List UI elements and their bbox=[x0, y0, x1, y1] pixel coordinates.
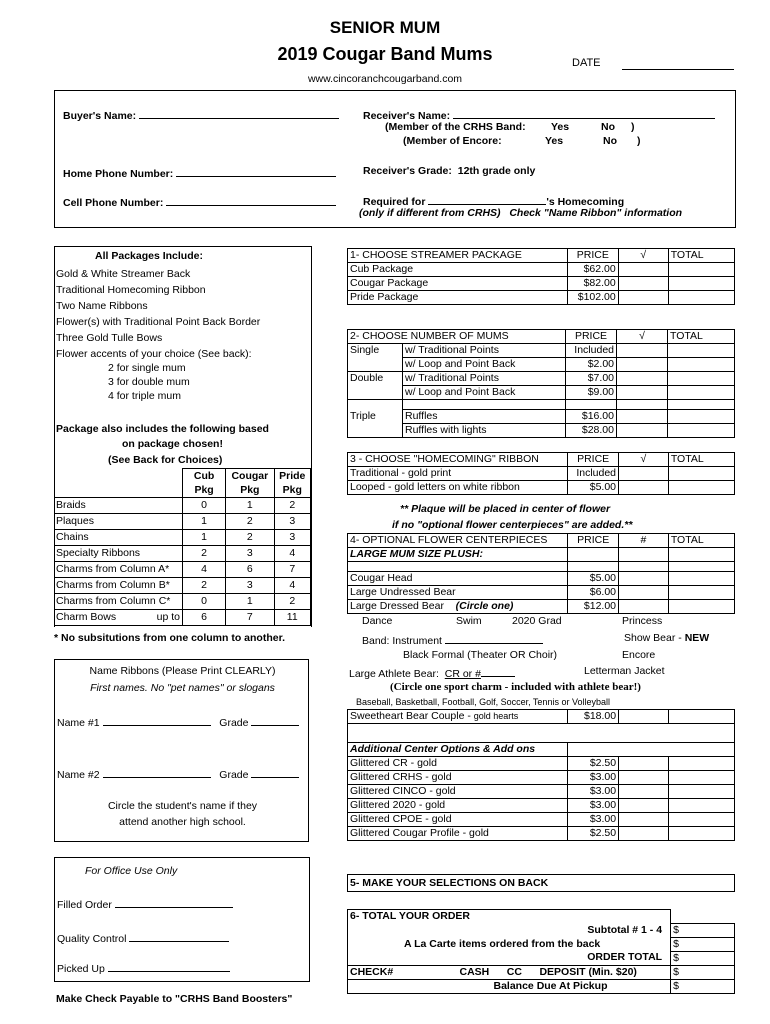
band-no-option[interactable]: No bbox=[601, 121, 615, 133]
total-cell[interactable] bbox=[668, 277, 734, 291]
grade1-field[interactable] bbox=[251, 714, 299, 726]
order-total-table bbox=[347, 909, 735, 994]
encore-no-option[interactable]: No bbox=[603, 135, 617, 147]
show-bear-option[interactable]: Show Bear - NEW bbox=[624, 632, 710, 644]
circle-note: Circle the student's name if they attend another high school. bbox=[107, 800, 258, 828]
quality-control-row[interactable]: Quality Control bbox=[57, 930, 229, 945]
athlete-number-field[interactable] bbox=[481, 665, 515, 677]
flower-centerpieces-table bbox=[347, 533, 735, 614]
princess-option[interactable]: Princess bbox=[622, 615, 663, 627]
buyer-name-label: Buyer's Name: bbox=[63, 110, 137, 122]
table-row[interactable]: Sweetheart Bear Couple - gold hearts $18.00 bbox=[348, 710, 735, 724]
table-row[interactable]: Large Undressed Bear $6.00 bbox=[348, 586, 735, 600]
band-yes-option[interactable]: Yes bbox=[551, 121, 570, 133]
table-row[interactable]: Cub Package $62.00 bbox=[348, 263, 735, 277]
balance-field[interactable]: $ bbox=[671, 979, 735, 993]
table-row: Charm Bows up to 6 7 11 bbox=[54, 610, 311, 626]
receiver-grade-row bbox=[363, 165, 535, 177]
home-phone-field[interactable] bbox=[176, 165, 336, 177]
table-header-row bbox=[54, 469, 311, 498]
buyer-name-field[interactable] bbox=[139, 107, 339, 119]
count-cell[interactable] bbox=[619, 757, 669, 771]
total-cell[interactable] bbox=[668, 424, 735, 438]
required-for-field[interactable] bbox=[428, 193, 546, 205]
required-for-label: Required for bbox=[363, 196, 426, 208]
plaque-note-2: if no "optional flower centerpieces" are added.** bbox=[392, 519, 633, 531]
member-encore-label: (Member of Encore: bbox=[403, 135, 502, 147]
section5-box bbox=[347, 874, 735, 892]
table-row[interactable]: Cougar Head $5.00 bbox=[348, 572, 735, 586]
table-header-row: 3 - CHOOSE "HOMECOMING" RIBBON PRICE √ TOTAL bbox=[348, 453, 735, 467]
package-item: Two Name Ribbons bbox=[56, 300, 148, 312]
count-cell[interactable] bbox=[619, 827, 669, 841]
deposit-field[interactable]: $ bbox=[671, 965, 735, 979]
table-row: Charms from Column B* 2 3 4 bbox=[54, 578, 311, 594]
band-close-paren: ) bbox=[631, 121, 635, 133]
package-item: Traditional Homecoming Ribbon bbox=[56, 284, 206, 296]
accent-item: 2 for single mum bbox=[108, 362, 186, 374]
total-cell[interactable] bbox=[669, 799, 735, 813]
table-row[interactable]: Double w/ Traditional Points $7.00 bbox=[348, 372, 735, 386]
substitution-note: * No subsitutions from one column to another. bbox=[54, 632, 286, 644]
filled-order-field[interactable] bbox=[115, 896, 233, 908]
count-cell[interactable] bbox=[619, 799, 669, 813]
table-row[interactable]: Glittered 2020 - gold $3.00 bbox=[348, 799, 735, 813]
buyer-info-box bbox=[54, 90, 736, 228]
count-cell[interactable] bbox=[619, 572, 669, 586]
receiver-name-row[interactable] bbox=[363, 107, 715, 122]
packages-list bbox=[56, 266, 260, 362]
table-row[interactable]: Single w/ Traditional Points Included bbox=[348, 344, 735, 358]
table-row[interactable]: Traditional - gold print Included bbox=[348, 467, 735, 481]
total-cell[interactable] bbox=[669, 785, 735, 799]
swim-option[interactable]: Swim bbox=[456, 615, 482, 627]
payment-methods[interactable]: CASH CC DEPOSIT (Min. $20) bbox=[450, 965, 671, 979]
table-row: Braids 0 1 2 bbox=[54, 498, 311, 514]
check-cell[interactable] bbox=[617, 344, 668, 358]
filled-order-row[interactable]: Filled Order bbox=[57, 896, 233, 911]
only-if-note: (only if different from CRHS) Check "Name Ribbon" information bbox=[359, 207, 683, 219]
count-cell[interactable] bbox=[619, 586, 669, 600]
office-heading: For Office Use Only bbox=[85, 865, 178, 877]
table-row[interactable]: Ruffles with lights $28.00 bbox=[348, 424, 735, 438]
grade2-field[interactable] bbox=[251, 766, 299, 778]
band-instrument-option[interactable]: Band: Instrument bbox=[362, 632, 543, 647]
check-number-label[interactable]: CHECK# bbox=[348, 965, 450, 979]
encore-yes-option[interactable]: Yes bbox=[545, 135, 564, 147]
name-ribbons-box bbox=[54, 659, 309, 842]
page-subtitle: 2019 Cougar Band Mums bbox=[277, 44, 493, 64]
col-header-pride: Pride Pkg bbox=[274, 469, 311, 498]
count-cell[interactable] bbox=[619, 785, 669, 799]
home-phone-label: Home Phone Number: bbox=[63, 168, 174, 180]
table-header-row: 2- CHOOSE NUMBER OF MUMS PRICE √ TOTAL bbox=[348, 330, 735, 344]
table-row[interactable]: Large Dressed Bear (Circle one) $12.00 bbox=[348, 600, 735, 614]
table-row: ORDER TOTAL $ bbox=[348, 951, 735, 965]
total-cell[interactable] bbox=[669, 757, 735, 771]
table-row: A La Carte items ordered from the back $ bbox=[348, 937, 735, 951]
name1-field[interactable] bbox=[103, 714, 211, 726]
table-row[interactable]: Glittered CPOE - gold $3.00 bbox=[348, 813, 735, 827]
total-cell[interactable] bbox=[668, 572, 734, 586]
package-item: Gold & White Streamer Back bbox=[56, 268, 191, 280]
table-row[interactable]: w/ Loop and Point Back $9.00 bbox=[348, 386, 735, 400]
total-cell[interactable] bbox=[668, 386, 735, 400]
check-cell[interactable] bbox=[618, 291, 668, 305]
total-cell[interactable] bbox=[668, 372, 735, 386]
table-row bbox=[348, 400, 735, 410]
letterman-option[interactable]: Letterman Jacket bbox=[584, 665, 665, 677]
table-row[interactable]: w/ Loop and Point Back $2.00 bbox=[348, 358, 735, 372]
package-item: Three Gold Tulle Bows bbox=[56, 332, 163, 344]
accent-item: 3 for double mum bbox=[108, 376, 190, 388]
table-header-row: 6- TOTAL YOUR ORDER bbox=[348, 910, 735, 924]
table-row[interactable]: Glittered Cougar Profile - gold $2.50 bbox=[348, 827, 735, 841]
table-row: Additional Center Options & Add ons bbox=[348, 743, 735, 757]
name-ribbons-heading: Name Ribbons (Please Print CLEARLY) bbox=[89, 665, 276, 677]
table-header-row: 1- CHOOSE STREAMER PACKAGE PRICE √ TOTAL bbox=[348, 249, 735, 263]
required-for-row[interactable] bbox=[363, 193, 624, 208]
alacarte-field[interactable]: $ bbox=[671, 937, 735, 951]
table-row[interactable]: Cougar Package $82.00 bbox=[348, 277, 735, 291]
cell-phone-row[interactable] bbox=[63, 194, 336, 209]
homecoming-label: 's Homecoming bbox=[546, 196, 625, 208]
col-header-cougar: Cougar Pkg bbox=[226, 469, 274, 498]
total-cell[interactable] bbox=[668, 358, 735, 372]
table-row: Plaques 1 2 3 bbox=[54, 514, 311, 530]
table-row: Charms from Column C* 0 1 2 bbox=[54, 594, 311, 610]
check-cell[interactable] bbox=[619, 481, 669, 495]
table-row: Subtotal # 1 - 4 $ bbox=[348, 923, 735, 937]
receiver-grade-value: 12th grade only bbox=[457, 165, 536, 177]
packages-heading: All Packages Include: bbox=[95, 250, 203, 262]
package-also-1: Package also includes the following based bbox=[56, 423, 269, 435]
count-cell[interactable] bbox=[619, 771, 669, 785]
table-row[interactable]: Glittered CRHS - gold $3.00 bbox=[348, 771, 735, 785]
check-cell[interactable] bbox=[617, 410, 668, 424]
name2-field[interactable] bbox=[103, 766, 211, 778]
table-row[interactable] bbox=[348, 965, 735, 979]
total-cell[interactable] bbox=[668, 410, 735, 424]
streamer-package-table bbox=[347, 248, 735, 305]
order-total-field[interactable]: $ bbox=[671, 951, 735, 965]
date-label: DATE bbox=[572, 57, 601, 69]
picked-up-field[interactable] bbox=[108, 960, 230, 972]
circle-sport-note: (Circle one sport charm - included with athlete bear!) bbox=[390, 681, 641, 693]
name-ribbons-sub: First names. No "pet names" or slogans bbox=[90, 682, 275, 694]
total-cell[interactable] bbox=[668, 344, 735, 358]
encore-option[interactable]: Encore bbox=[622, 649, 656, 661]
total-cell[interactable] bbox=[668, 291, 734, 305]
page-title: SENIOR MUM bbox=[329, 18, 441, 37]
receiver-name-field[interactable] bbox=[453, 107, 715, 119]
table-row: LARGE MUM SIZE PLUSH: bbox=[348, 548, 735, 562]
col-header-cub: Cub Pkg bbox=[183, 469, 226, 498]
grad-option[interactable]: 2020 Grad bbox=[512, 615, 562, 627]
sports-list: Baseball, Basketball, Football, Golf, Soccer, Tennis or Volleyball bbox=[356, 697, 610, 707]
picked-up-row[interactable]: Picked Up bbox=[57, 960, 230, 975]
cell-phone-label: Cell Phone Number: bbox=[63, 197, 164, 209]
total-cell[interactable] bbox=[668, 467, 734, 481]
encore-close-paren: ) bbox=[637, 135, 641, 147]
table-row[interactable]: Glittered CINCO - gold $3.00 bbox=[348, 785, 735, 799]
check-cell[interactable] bbox=[617, 386, 668, 400]
total-cell[interactable] bbox=[668, 586, 734, 600]
table-header-row: 4- OPTIONAL FLOWER CENTERPIECES PRICE # TOTAL bbox=[348, 534, 735, 548]
table-row[interactable]: Looped - gold letters on white ribbon $5.00 bbox=[348, 481, 735, 495]
check-cell[interactable] bbox=[618, 263, 668, 277]
total-cell[interactable] bbox=[669, 771, 735, 785]
date-field[interactable] bbox=[622, 69, 734, 70]
table-row[interactable]: Triple Ruffles $16.00 bbox=[348, 410, 735, 424]
table-row: Charms from Column A* 4 6 7 bbox=[54, 562, 311, 578]
instrument-field[interactable] bbox=[445, 632, 543, 644]
receiver-grade-label: Receiver's Grade: bbox=[363, 165, 452, 177]
section5-title: 5- MAKE YOUR SELECTIONS ON BACK bbox=[350, 877, 549, 889]
table-row: Chains 1 2 3 bbox=[54, 530, 311, 546]
check-cell[interactable] bbox=[617, 372, 668, 386]
table-row: Specialty Ribbons 2 3 4 bbox=[54, 546, 311, 562]
check-cell[interactable] bbox=[619, 467, 669, 481]
website: www.cincoranchcougarband.com bbox=[307, 73, 463, 85]
homecoming-ribbon-table bbox=[347, 452, 735, 495]
home-phone-row[interactable] bbox=[63, 165, 336, 180]
table-row[interactable]: Glittered CR - gold $2.50 bbox=[348, 757, 735, 771]
plaque-note-1: ** Plaque will be placed in center of flower bbox=[400, 503, 611, 515]
table-row: Balance Due At Pickup $ bbox=[348, 979, 735, 993]
athlete-bear-row[interactable]: Large Athlete Bear: CR or # bbox=[349, 665, 515, 680]
count-cell[interactable] bbox=[619, 813, 669, 827]
number-of-mums-table bbox=[347, 329, 735, 438]
accent-list bbox=[108, 361, 190, 403]
dance-option[interactable]: Dance bbox=[362, 615, 393, 627]
package-contents-table bbox=[54, 468, 311, 626]
check-cell[interactable] bbox=[617, 358, 668, 372]
black-formal-option[interactable]: Black Formal (Theater OR Choir) bbox=[403, 649, 558, 661]
table-row bbox=[348, 724, 735, 743]
table-row bbox=[348, 562, 735, 572]
table-row[interactable]: Pride Package $102.00 bbox=[348, 291, 735, 305]
package-item: Flower accents of your choice (See back): bbox=[56, 348, 252, 360]
total-cell[interactable] bbox=[669, 827, 735, 841]
check-cell[interactable] bbox=[617, 424, 668, 438]
subtotal-field[interactable]: $ bbox=[671, 923, 735, 937]
total-cell[interactable] bbox=[668, 600, 734, 614]
quality-control-field[interactable] bbox=[129, 930, 229, 942]
name1-row[interactable]: Name #1 Grade bbox=[57, 714, 299, 729]
office-use-box bbox=[54, 857, 310, 982]
check-payable-note: Make Check Payable to "CRHS Band Boosters" bbox=[56, 993, 293, 1005]
package-also-3: (See Back for Choices) bbox=[108, 454, 223, 466]
total-cell[interactable] bbox=[668, 263, 734, 277]
count-cell[interactable] bbox=[619, 710, 669, 724]
accent-item: 4 for triple mum bbox=[108, 390, 181, 402]
name2-row[interactable]: Name #2 Grade bbox=[57, 766, 299, 781]
buyer-name-row[interactable] bbox=[63, 107, 339, 122]
receiver-name-label: Receiver's Name: bbox=[363, 110, 451, 122]
cell-phone-field[interactable] bbox=[166, 194, 336, 206]
member-band-label: (Member of the CRHS Band: bbox=[385, 121, 526, 133]
total-cell[interactable] bbox=[669, 710, 735, 724]
count-cell[interactable] bbox=[619, 600, 669, 614]
total-cell[interactable] bbox=[668, 481, 734, 495]
package-also-2: on package chosen! bbox=[122, 438, 223, 450]
total-cell[interactable] bbox=[669, 813, 735, 827]
check-cell[interactable] bbox=[618, 277, 668, 291]
package-item: Flower(s) with Traditional Point Back Border bbox=[56, 316, 261, 328]
sweetheart-table bbox=[347, 709, 735, 841]
